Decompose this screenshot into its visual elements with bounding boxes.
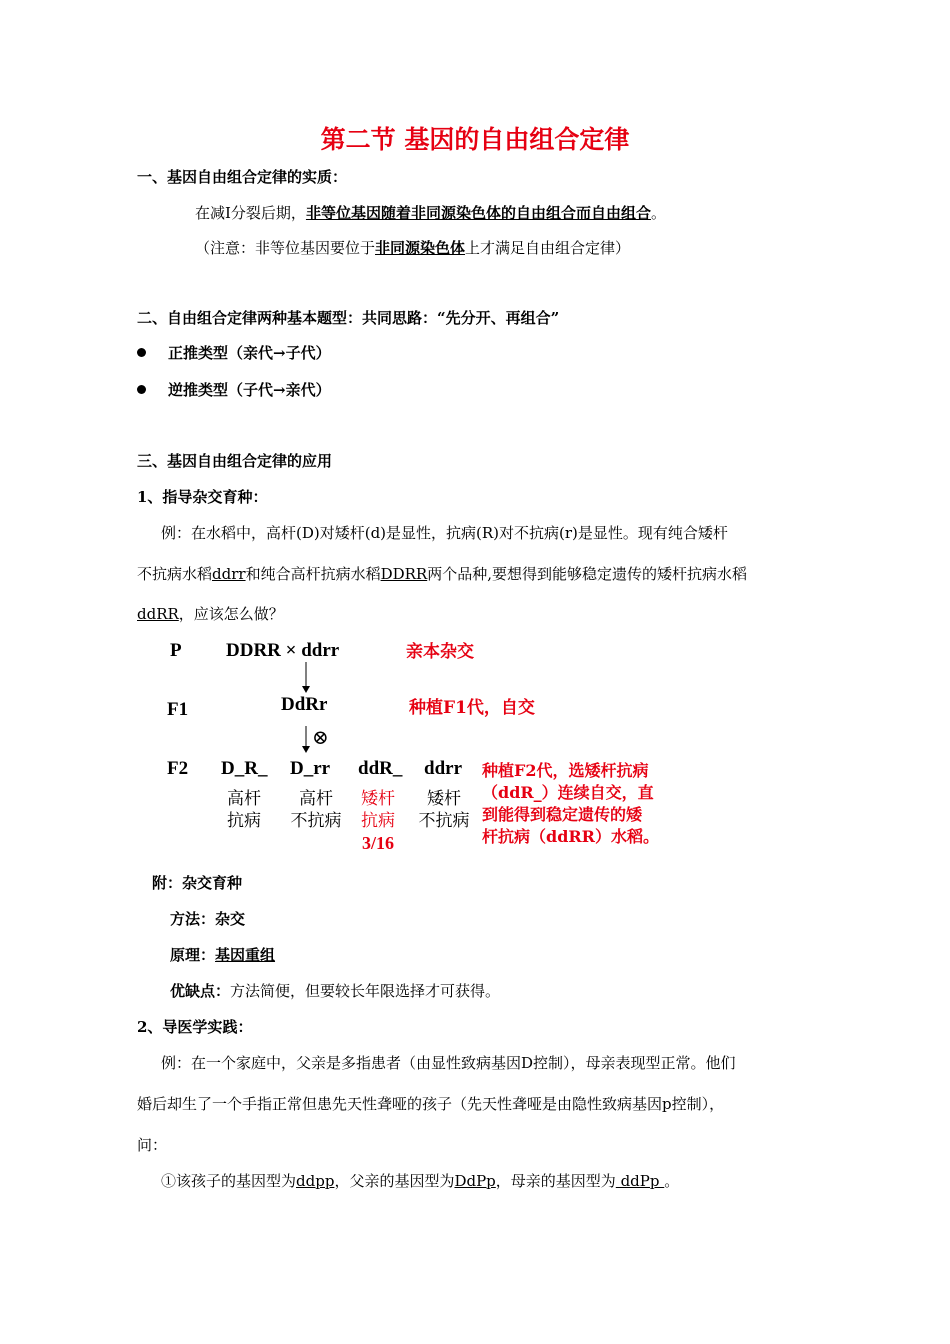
selfing-symbol: ⊗ xyxy=(312,725,329,749)
text: 和纯合高杆抗病水稻 xyxy=(245,565,381,583)
note-line: 杆抗病（ddRR）水稻。 xyxy=(482,827,659,846)
text: ①该孩子的基因型为 xyxy=(161,1172,297,1190)
f2-phenotype xyxy=(214,788,274,832)
example-2-line-3: 问： xyxy=(137,1136,168,1154)
arrowhead-f1-f2 xyxy=(302,746,310,753)
bullet-label: 正推类型（亲代→子代） xyxy=(168,344,331,362)
key-phrase: 非同源染色体 xyxy=(375,239,466,257)
section-1-heading: 一、基因自由组合定律的实质： xyxy=(137,168,348,186)
appendix-method xyxy=(170,908,245,929)
text: 上才满足自由组合定律） xyxy=(465,239,631,257)
f2-genotype: ddrr xyxy=(424,758,462,779)
f2-note xyxy=(482,760,659,848)
phenotype-resistance: 抗病 xyxy=(361,811,395,831)
arrowhead-p-f1 xyxy=(302,686,310,693)
phenotype-resistance: 抗病 xyxy=(227,811,261,831)
value: 方法简便，但要较长年限选择才可获得。 xyxy=(230,982,501,1000)
text: 在减Ⅰ分裂后期， xyxy=(195,204,306,222)
phenotype-height: 矮杆 xyxy=(427,789,461,809)
target-ratio: 3/16 xyxy=(361,833,394,853)
phenotype-height: 高杆 xyxy=(299,789,333,809)
question-1 xyxy=(161,1170,679,1191)
bullet-item xyxy=(137,379,331,400)
label: 优缺点： xyxy=(170,982,231,1000)
f1-note: 种植F1代，自交 xyxy=(409,698,535,718)
phenotype-resistance: 不抗病 xyxy=(290,811,342,831)
section-3-heading: 三、基因自由组合定律的应用 xyxy=(137,452,333,470)
f2-phenotype xyxy=(285,788,347,832)
generation-label-f2: F2 xyxy=(167,758,189,779)
note-line: 种植F2代，选矮杆抗病 xyxy=(482,761,649,780)
bullet-item xyxy=(137,342,331,363)
f1-genotype: DdRr xyxy=(281,694,328,715)
f2-phenotype xyxy=(413,788,475,832)
text: 。 xyxy=(664,1172,680,1190)
example-2-line-2: 婚后却生了一个手指正常但患先天性聋哑的孩子（先天性聋哑是由隐性致病基因p控制）， xyxy=(137,1095,725,1113)
appendix-principle xyxy=(170,944,275,965)
bullet-label: 逆推类型（子代→亲代） xyxy=(168,381,331,399)
answer-child: ddpp xyxy=(296,1172,335,1190)
page-title: 第二节 基因的自由组合定律 xyxy=(320,125,630,154)
label: 方法： xyxy=(170,910,216,928)
f2-genotype: D_R_ xyxy=(221,758,268,779)
appendix-pros-cons xyxy=(170,980,500,1001)
text: 。 xyxy=(650,204,666,222)
subsection-1-heading: 1、指导杂交育种： xyxy=(137,488,268,506)
parent-note: 亲本杂交 xyxy=(406,642,474,662)
section-1-line xyxy=(195,202,666,223)
f2-phenotype-target xyxy=(348,788,408,854)
generation-label-f1: F1 xyxy=(167,699,189,720)
text: ，父亲的基因型为 xyxy=(334,1172,455,1190)
bullet-icon xyxy=(137,385,146,394)
phenotype-resistance: 不抗病 xyxy=(418,811,470,831)
genotype: ddRR xyxy=(137,605,179,623)
genotype: DDRR xyxy=(380,565,428,583)
text: ，母亲的基因型为 xyxy=(495,1172,616,1190)
example-line-2 xyxy=(137,563,747,584)
value: 杂交 xyxy=(215,910,246,928)
text: 不抗病水稻 xyxy=(137,565,213,583)
generation-label-p: P xyxy=(170,640,182,661)
text: 两个品种,要想得到能够稳定遗传的矮杆抗病水稻 xyxy=(427,565,747,583)
text: （注意：非等位基因要位于 xyxy=(195,239,376,257)
f2-genotype: ddR_ xyxy=(358,758,403,779)
section-2-heading: 二、自由组合定律两种基本题型：共同思路：“先分开、再组合” xyxy=(137,309,560,327)
f2-genotype: D_rr xyxy=(290,758,331,779)
text: ，应该怎么做？ xyxy=(178,605,284,623)
label: 原理： xyxy=(170,946,216,964)
subsection-2-heading: 2、导医学实践： xyxy=(137,1018,253,1036)
example-line-3 xyxy=(137,603,284,624)
parent-cross: DDRR × ddrr xyxy=(226,640,340,661)
appendix-heading: 附：杂交育种 xyxy=(152,874,243,892)
phenotype-height: 高杆 xyxy=(227,789,261,809)
example-2-line-1: 例：在一个家庭中，父亲是多指患者（由显性致病基因D控制），母亲表现型正常。他们 xyxy=(161,1054,736,1072)
section-1-note xyxy=(195,237,630,258)
answer-mother: ddPp xyxy=(615,1172,665,1190)
value: 基因重组 xyxy=(215,946,276,964)
key-phrase: 非等位基因随着非同源染色体的自由组合而自由组合 xyxy=(305,204,651,222)
phenotype-height: 矮杆 xyxy=(361,789,395,809)
example-line-1: 例：在水稻中，高杆(D)对矮杆(d)是显性，抗病(R)对不抗病(r)是显性。现有纯合矮杆 xyxy=(161,524,728,542)
genotype: ddrr xyxy=(212,565,246,583)
bullet-icon xyxy=(137,348,146,357)
note-line: 到能得到稳定遗传的矮 xyxy=(482,805,643,824)
note-line: （ddR_）连续自交，直 xyxy=(482,783,654,802)
answer-father: DdPp xyxy=(454,1172,496,1190)
